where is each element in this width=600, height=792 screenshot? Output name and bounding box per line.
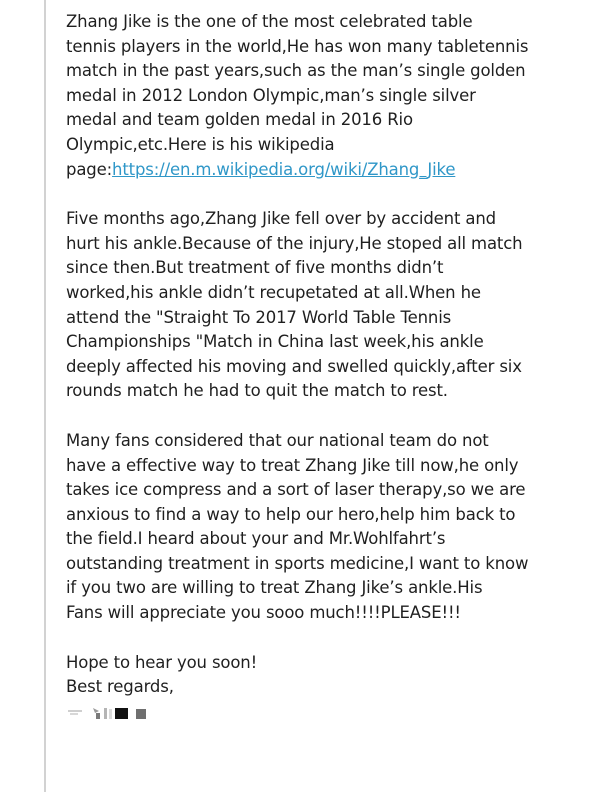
wiki-line xyxy=(66,158,596,183)
text-line: Zhang Jike is the one of the most celebrated table xyxy=(66,12,473,31)
text-line: since then.But treatment of five months didn’t xyxy=(66,258,444,278)
text-line: Fans will appreciate you sooo much!!!!PLEASE!!! xyxy=(66,603,461,623)
text-line: medal in 2012 London Olympic,man’s single silver xyxy=(66,85,476,105)
text-line: outstanding treatment in sports medicine,I want to know xyxy=(66,553,529,573)
text-line: deeply affected his moving and swelled quickly,after six xyxy=(66,356,522,376)
text-line: rounds match he had to quit the match to rest. xyxy=(66,381,448,401)
text-line: takes ice compress and a sort of laser therapy,so we are xyxy=(66,480,526,500)
text-line: tennis players in the world,He has won many tabletennis xyxy=(66,36,529,56)
email-body xyxy=(66,10,596,724)
text-line: Championships "Match in China last week,his ankle xyxy=(66,332,484,352)
wikipedia-link[interactable]: https://en.m.wikipedia.org/wiki/Zhang_Jike xyxy=(112,159,456,179)
text-line: have a effective way to treat Zhang Jike till now,he only xyxy=(66,455,519,475)
paragraph-intro xyxy=(66,10,596,182)
quote-rule xyxy=(44,0,46,792)
paragraph-request xyxy=(66,429,596,626)
text-line: attend the "Straight To 2017 World Table Tennis xyxy=(66,307,452,327)
text-line: anxious to find a way to help our hero,help him back to xyxy=(66,504,516,524)
wiki-prefix: page: xyxy=(66,159,113,179)
text-line: match in the past years,such as the man’s single golden xyxy=(66,61,526,81)
text-line: if you two are willing to treat Zhang Jike’s ankle.His xyxy=(66,578,483,598)
closing xyxy=(66,651,596,700)
text-line: hurt his ankle.Because of the injury,He stoped all match xyxy=(66,233,523,253)
text-line: worked,his ankle didn’t recupetated at all.When he xyxy=(66,282,481,302)
text-line: the field.I heard about your and Mr.Wohlfahrt’s xyxy=(66,529,446,549)
paragraph-injury xyxy=(66,207,596,404)
text-line: medal and team golden medal in 2016 Rio xyxy=(66,110,413,130)
closing-line: Best regards, xyxy=(66,677,174,697)
text-line: Many fans considered that our national team do not xyxy=(66,430,489,450)
text-line: Olympic,etc.Here is his wikipedia xyxy=(66,134,335,154)
text-line: Five months ago,Zhang Jike fell over by accident and xyxy=(66,209,496,229)
redacted-signature-icon xyxy=(66,700,176,724)
redacted-signature xyxy=(66,700,596,724)
closing-line: Hope to hear you soon! xyxy=(66,652,258,672)
